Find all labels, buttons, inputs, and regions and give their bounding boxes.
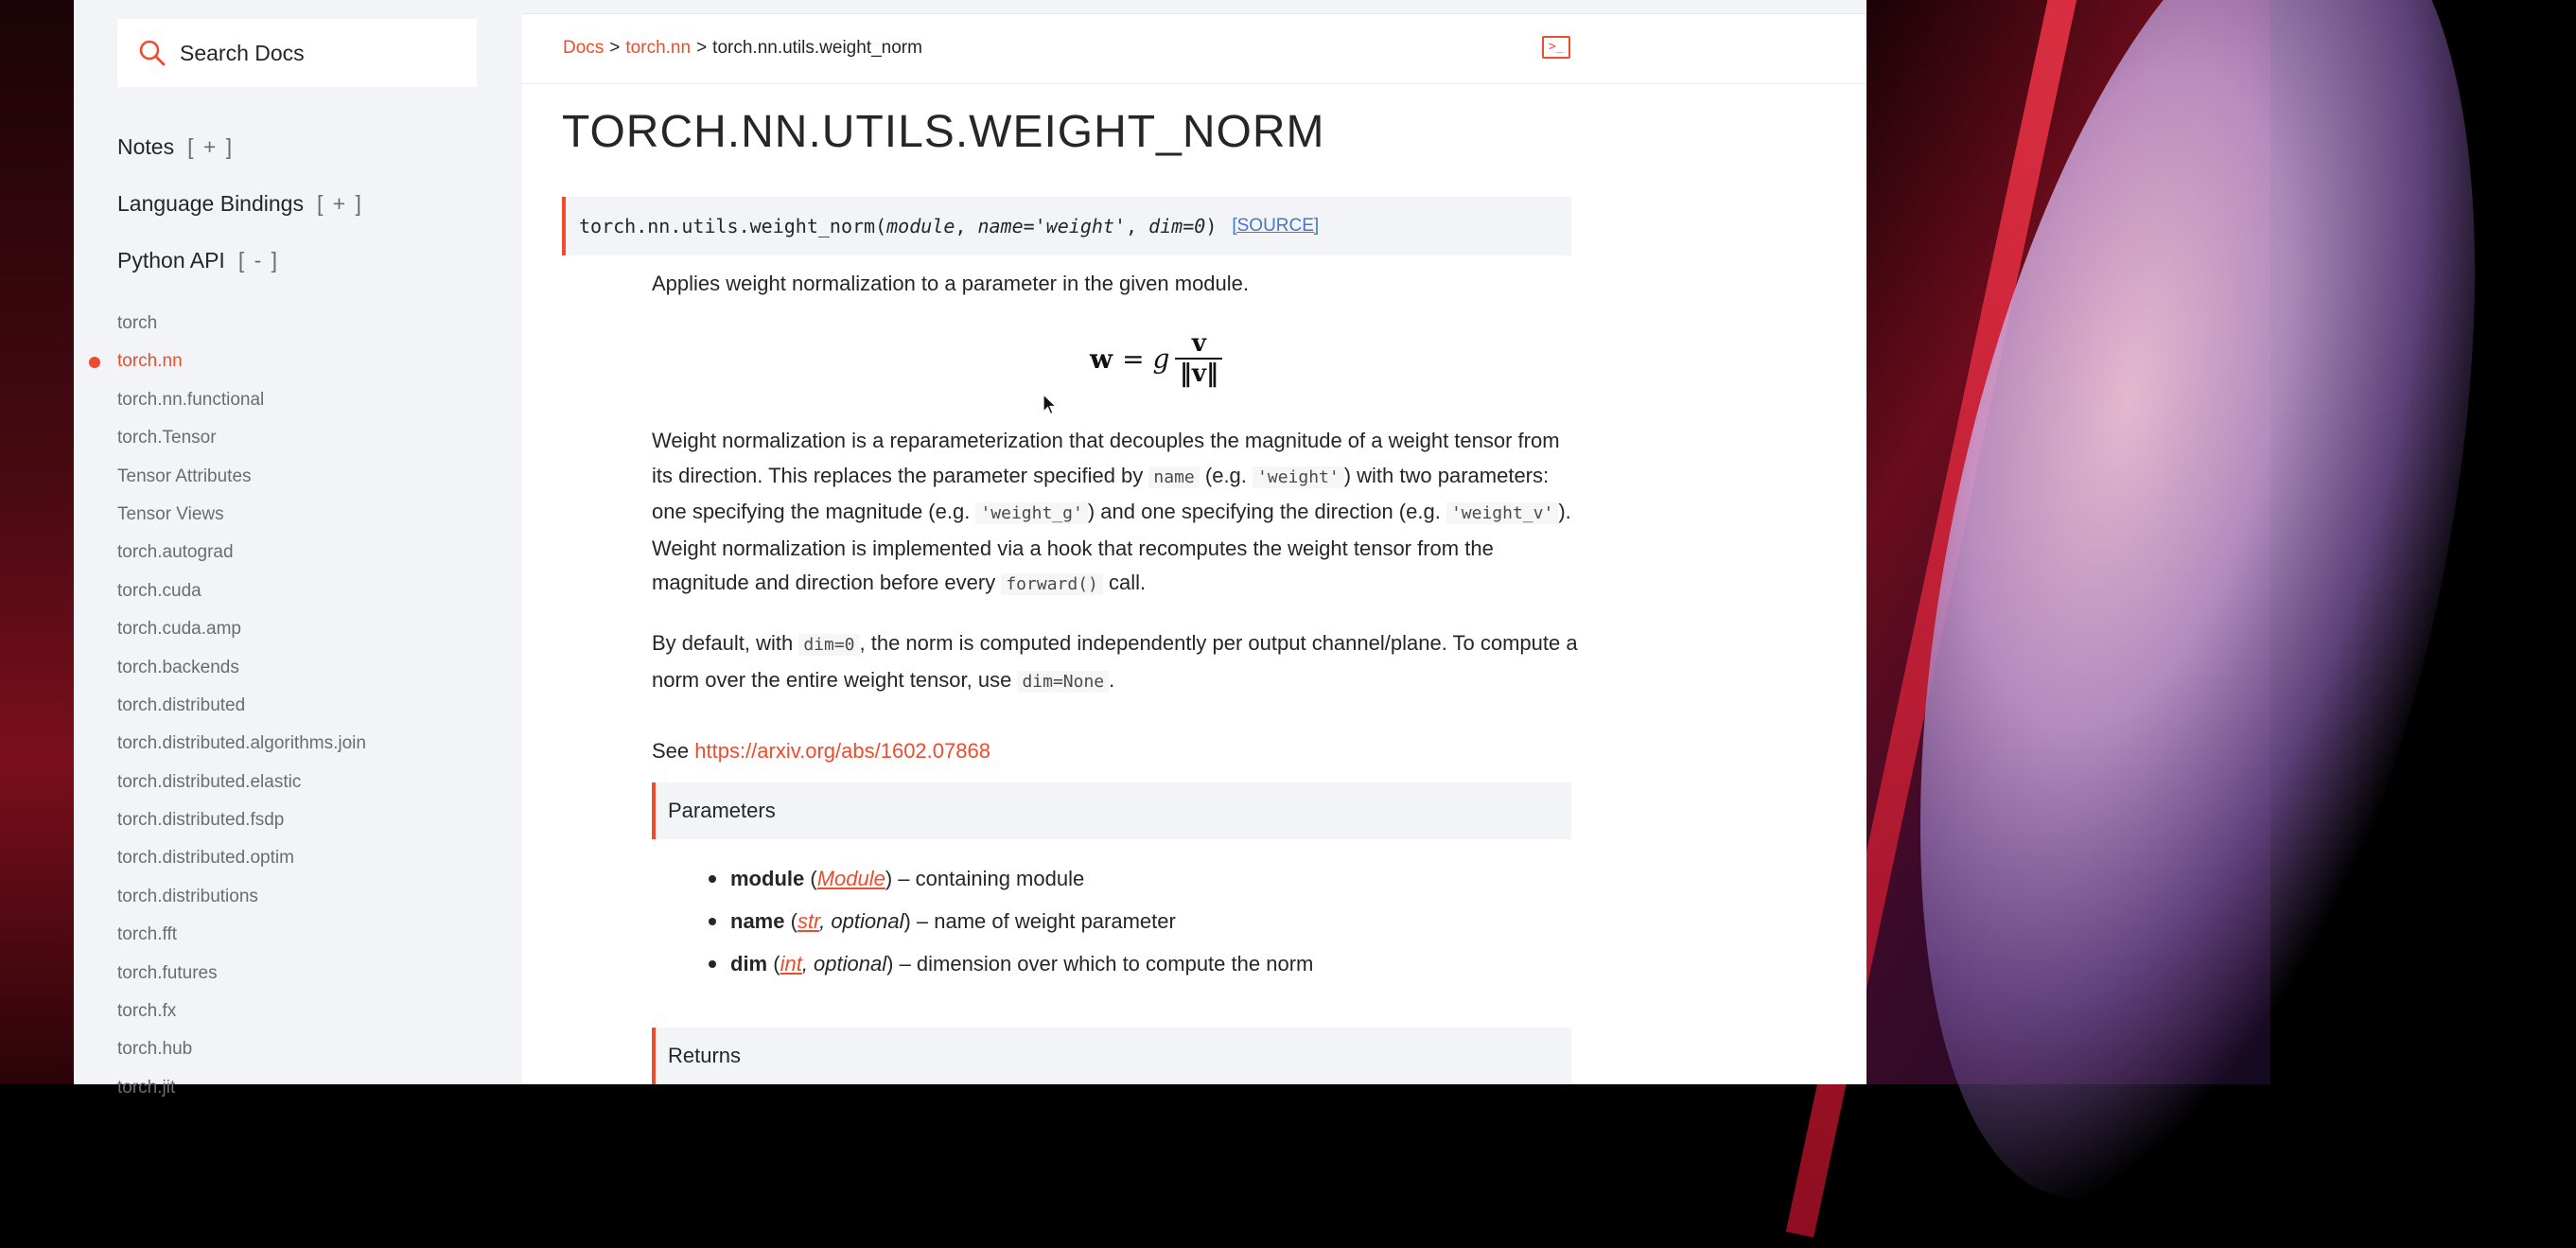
parameters-list (730, 857, 1313, 985)
main-content (522, 13, 1866, 1084)
section-label: Notes (117, 134, 175, 159)
text: ) with two parameters: one specifying the magnitude (e.g. (652, 463, 1550, 523)
breadcrumb-docs-link[interactable]: Docs (563, 38, 605, 58)
section-python-api[interactable] (117, 248, 279, 273)
inline-code: dim=0 (798, 634, 859, 656)
sidebar-item-torch-distributions[interactable]: torch.distributions (117, 886, 258, 906)
breadcrumb-torch-nn-link[interactable]: torch.nn (625, 38, 692, 58)
sidebar-item-torch-tensor[interactable]: torch.Tensor (117, 428, 217, 448)
text: . (1109, 667, 1115, 692)
list-item (730, 942, 1313, 985)
formula-fraction (1175, 329, 1222, 388)
text: (e.g. (1199, 463, 1253, 487)
section-label: Python API (117, 248, 225, 272)
formula-numerator: v (1191, 329, 1206, 358)
inline-code: 'weight_g' (975, 502, 1087, 524)
expand-toggle[interactable]: [ + ] (187, 134, 235, 159)
inline-code: 'weight_v' (1446, 502, 1558, 524)
text: , the norm is computed independently per output channel/plane. To compute a norm over the entire weight tensor, use (652, 631, 1578, 692)
list-item (730, 857, 1313, 900)
sidebar-item-tensor-attributes[interactable]: Tensor Attributes (117, 466, 252, 486)
sidebar-item-torch-distributed[interactable]: torch.distributed (117, 694, 246, 715)
active-indicator (89, 357, 100, 368)
sidebar-item-label: torch.nn (117, 351, 183, 372)
text: call. (1102, 571, 1147, 594)
sidebar-item-torch-cuda-amp[interactable]: torch.cuda.amp (117, 619, 241, 640)
text: ) and one specifying the direction (e.g. (1087, 500, 1446, 523)
sidebar-item-torch-autograd[interactable]: torch.autograd (117, 542, 234, 563)
formula-lhs: w (1090, 343, 1113, 375)
desktop-wallpaper-right (1866, 0, 2270, 1084)
browser-window (74, 0, 1866, 1098)
inline-code: forward() (1001, 573, 1103, 595)
sidebar-item-torch-nn-functional[interactable]: torch.nn.functional (117, 389, 265, 410)
param-optional: , optional (819, 909, 904, 933)
sidebar-item-torch-distributed-fsdp[interactable]: torch.distributed.fsdp (117, 810, 285, 831)
sidebar-item-torch-backends[interactable]: torch.backends (117, 657, 239, 677)
inline-code: dim=None (1017, 671, 1109, 693)
top-bar (74, 0, 1866, 14)
breadcrumb-separator: > (696, 38, 708, 58)
section-label: Language Bindings (117, 191, 304, 216)
list-item (730, 900, 1313, 942)
sidebar-item-torch-jit[interactable]: torch.jit (117, 1077, 176, 1098)
search-icon (138, 39, 166, 67)
param-type-link[interactable]: int (780, 952, 802, 976)
breadcrumb (563, 38, 922, 59)
sidebar-item-torch-distributed-elastic[interactable]: torch.distributed.elastic (117, 771, 302, 792)
sidebar-item-torch-nn[interactable] (117, 343, 366, 380)
desktop-wallpaper-left (0, 0, 74, 1084)
arxiv-link[interactable]: https://arxiv.org/abs/1602.07868 (694, 739, 990, 763)
section-language-bindings[interactable] (117, 191, 363, 217)
text: ). Weight normalization is implemented via a hook that recomputes the weight tensor from the magnitude and direction before every (652, 500, 1571, 594)
sidebar-item-torch-fft[interactable]: torch.fft (117, 924, 178, 945)
see-paragraph (652, 734, 1579, 769)
breadcrumb-current: torch.nn.utils.weight_norm (712, 38, 922, 58)
inline-code: name (1148, 466, 1199, 488)
returns-heading: Returns (652, 1028, 1571, 1084)
text: Weight normalization is a reparameterization that decouples the magnitude of a weight tensor from its direction. This replaces the parameter specified by (652, 429, 1560, 487)
function-signature: torch.nn.utils.weight_norm( module , name='weight' , dim=0 ) [SOURCE] (562, 197, 1571, 255)
param-name: module (730, 867, 805, 890)
param-name: name (730, 909, 785, 933)
sidebar (74, 13, 522, 1098)
param-type-link[interactable]: str (797, 909, 820, 933)
text: ( (804, 867, 817, 890)
expand-toggle[interactable]: [ + ] (316, 191, 363, 216)
text: By default, with (652, 631, 799, 655)
param-optional: , optional (801, 952, 887, 976)
text: See (652, 739, 695, 763)
text: ( (784, 909, 797, 933)
formula-denominator: ‖v‖ (1179, 360, 1218, 388)
search-input[interactable]: Search Docs (180, 40, 305, 65)
signature-arg-module: module (886, 215, 955, 237)
param-desc: ) – containing module (885, 867, 1085, 890)
signature-close: ) (1205, 215, 1218, 237)
sidebar-item-torch-hub[interactable]: torch.hub (117, 1039, 193, 1060)
mouse-cursor-icon (1043, 394, 1058, 416)
search-box[interactable] (117, 19, 477, 87)
text: ( (767, 952, 780, 976)
signature-name: torch.nn.utils.weight_norm( (579, 215, 887, 237)
breadcrumb-separator: > (609, 38, 621, 58)
param-desc: ) – name of weight parameter (903, 909, 1176, 933)
page-title: TORCH.NN.UTILS.WEIGHT_NORM (562, 107, 1325, 157)
formula-eq: = g (1122, 343, 1170, 375)
weight-norm-formula (1090, 329, 1222, 388)
section-notes[interactable] (117, 134, 234, 160)
signature-arg-dim: dim=0 (1148, 215, 1206, 237)
param-type-link[interactable]: Module (816, 867, 885, 890)
description-paragraph (652, 424, 1579, 603)
collapse-toggle[interactable]: [ - ] (237, 248, 280, 272)
terminal-icon[interactable]: >_ (1542, 36, 1570, 59)
sidebar-item-torch-futures[interactable]: torch.futures (117, 962, 218, 983)
sidebar-item-torch-distributed-algorithms-join[interactable]: torch.distributed.algorithms.join (117, 733, 366, 754)
sidebar-nav (117, 305, 366, 1107)
sidebar-item-torch-cuda[interactable]: torch.cuda (117, 580, 202, 601)
param-name: dim (730, 952, 768, 976)
source-link[interactable]: [SOURCE] (1232, 216, 1320, 236)
default-dim-paragraph (652, 626, 1579, 699)
sidebar-item-torch[interactable]: torch (117, 313, 158, 333)
sidebar-item-torch-distributed-optim[interactable]: torch.distributed.optim (117, 848, 294, 869)
sidebar-item-torch-fx[interactable]: torch.fx (117, 1001, 177, 1022)
inline-code: 'weight' (1253, 466, 1344, 488)
parameters-heading: Parameters (652, 782, 1571, 839)
param-desc: ) – dimension over which to compute the norm (886, 952, 1314, 976)
signature-arg-name: name='weight' (977, 215, 1126, 237)
sidebar-item-tensor-views[interactable]: Tensor Views (117, 503, 224, 524)
breadcrumb-bar (522, 13, 1866, 84)
intro-text: Applies weight normalization to a parameter in the given module. (652, 272, 1250, 295)
